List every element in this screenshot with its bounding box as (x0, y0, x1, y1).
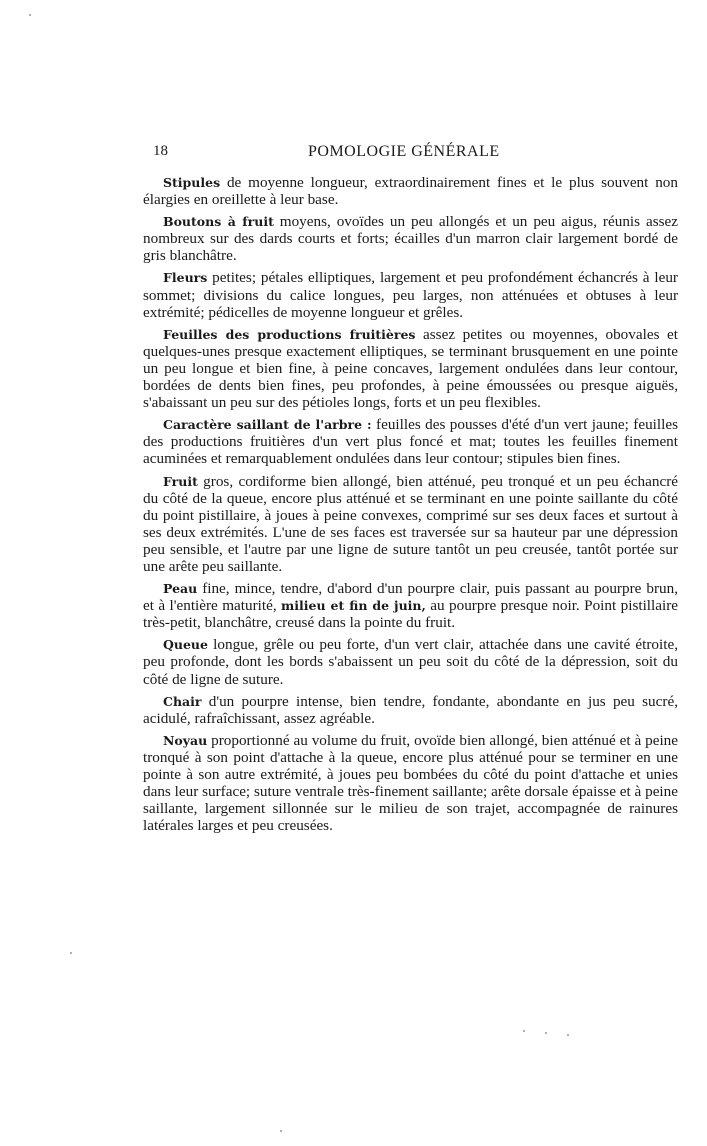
paragraph-fleurs (143, 269, 678, 320)
paragraph-chair (143, 693, 678, 727)
paragraph-feuilles (143, 326, 678, 411)
paragraph-boutons (143, 213, 678, 264)
paragraph-caractere (143, 416, 678, 467)
term-fleurs: Fleurs (163, 270, 208, 286)
text-peau-2: au pourpre presque noir. Point pistillaire très-petit, blanchâtre, creusé dans la pointe du fruit. (143, 597, 678, 632)
scan-speck (70, 952, 72, 954)
text-caractere: feuilles des pousses d'été d'un vert jaune; feuilles des productions fruitières d'un vert plus foncé et mat; toutes les feuilles finement acuminées et remarquablement ondulées dans leur contour; stipules bien fines. (143, 416, 678, 468)
page-number: 18 (153, 143, 168, 159)
text-fleurs: petites; pétales elliptiques, largement et peu profondément échancrés à leur sommet; divisions du calice longues, peu larges, non atténuées et obtuses à leur extrémité; pédicelles de moyenne longueur et grêles. (143, 269, 678, 321)
scan-speck (280, 1130, 282, 1132)
term-queue: Queue (163, 637, 208, 653)
paragraph-queue (143, 636, 678, 687)
text-fruit: gros, cordiforme bien allongé, bien atténué, peu tronqué et un peu échancré du côté de la queue, encore plus atténué et se terminant en une pointe saillante du côté du point pistillaire, à joues à peine convexes, comprimé sur ses deux faces et surtout à ses deux extrémités. L'une de ses faces est traversée sur sa hauteur par une dépression peu sensible, et l'autre par une ligne de suture tantôt un peu creusée, tantôt portée sur une arête peu saillante. (143, 472, 678, 575)
scan-speck (523, 1030, 525, 1032)
text-peau-1: fine, mince, tendre, d'abord d'un pourpre clair, puis passant au pourpre brun, et à l'entière maturité, (143, 580, 678, 615)
paragraph-noyau (143, 732, 678, 835)
text-stipules: de moyenne longueur, extraordinairement fines et le plus souvent non élargies en oreillette à leur base. (143, 174, 678, 209)
emphasis-maturity-date: milieu et fin de juin, (281, 598, 426, 614)
running-title: POMOLOGIE GÉNÉRALE (308, 143, 500, 160)
term-feuilles: Feuilles des productions fruitières (163, 326, 416, 342)
term-noyau: Noyau (163, 732, 208, 748)
text-feuilles: assez petites ou moyennes, obovales et quelques-unes presque exactement elliptiques, se terminant brusquement en une pointe un peu longue et bien fine, à peine concaves, largement ondulées dans leur contour, bordées de dents bien fines, peu profondes, à peine émoussées ou presque aiguës, s'abaissant un peu sur des pétioles longs, forts et un peu flexibles. (143, 325, 678, 412)
body-text (143, 174, 678, 839)
text-queue: longue, grêle ou peu forte, d'un vert clair, attachée dans une cavité étroite, peu profonde, dont les bords s'abaissent un peu soit du côté de la dépression, soit du côté de ligne de suture. (143, 636, 678, 688)
scan-speck (545, 1032, 547, 1034)
paragraph-peau (143, 580, 678, 631)
page-header (153, 143, 673, 165)
scan-speck (567, 1034, 569, 1036)
term-fruit: Fruit (163, 473, 198, 489)
text-noyau: proportionné au volume du fruit, ovoïde bien allongé, bien atténué et à peine tronqué à son point d'attache à la queue, encore plus atténué pour se terminer en une pointe à son autre extrémité, à joues peu bombées du côté du point d'attache et unies dans leur surface; suture ventrale très-finement saillante; arête dorsale épaisse et à peine saillante, largement sillonnée sur le milieu de son trajet, accompagnée de rainures latérales larges et peu creusées. (143, 731, 678, 835)
term-stipules: Stipules (163, 175, 221, 190)
text-chair: d'un pourpre intense, bien tendre, fondante, abondante en jus peu sucré, acidulé, rafraîchissant, assez agréable. (143, 692, 678, 727)
paragraph-stipules (143, 174, 678, 208)
term-peau: Peau (163, 581, 198, 597)
scan-speck (29, 14, 31, 16)
term-chair: Chair (163, 693, 202, 709)
term-boutons: Boutons à fruit (163, 214, 274, 230)
text-boutons: moyens, ovoïdes un peu allongés et un peu aigus, réunis assez nombreux sur des dards courts et forts; écailles d'un marron clair largement bordé de gris blanchâtre. (143, 213, 679, 265)
term-caractere: Caractère saillant de l'arbre : (163, 417, 372, 433)
paragraph-fruit (143, 473, 678, 576)
